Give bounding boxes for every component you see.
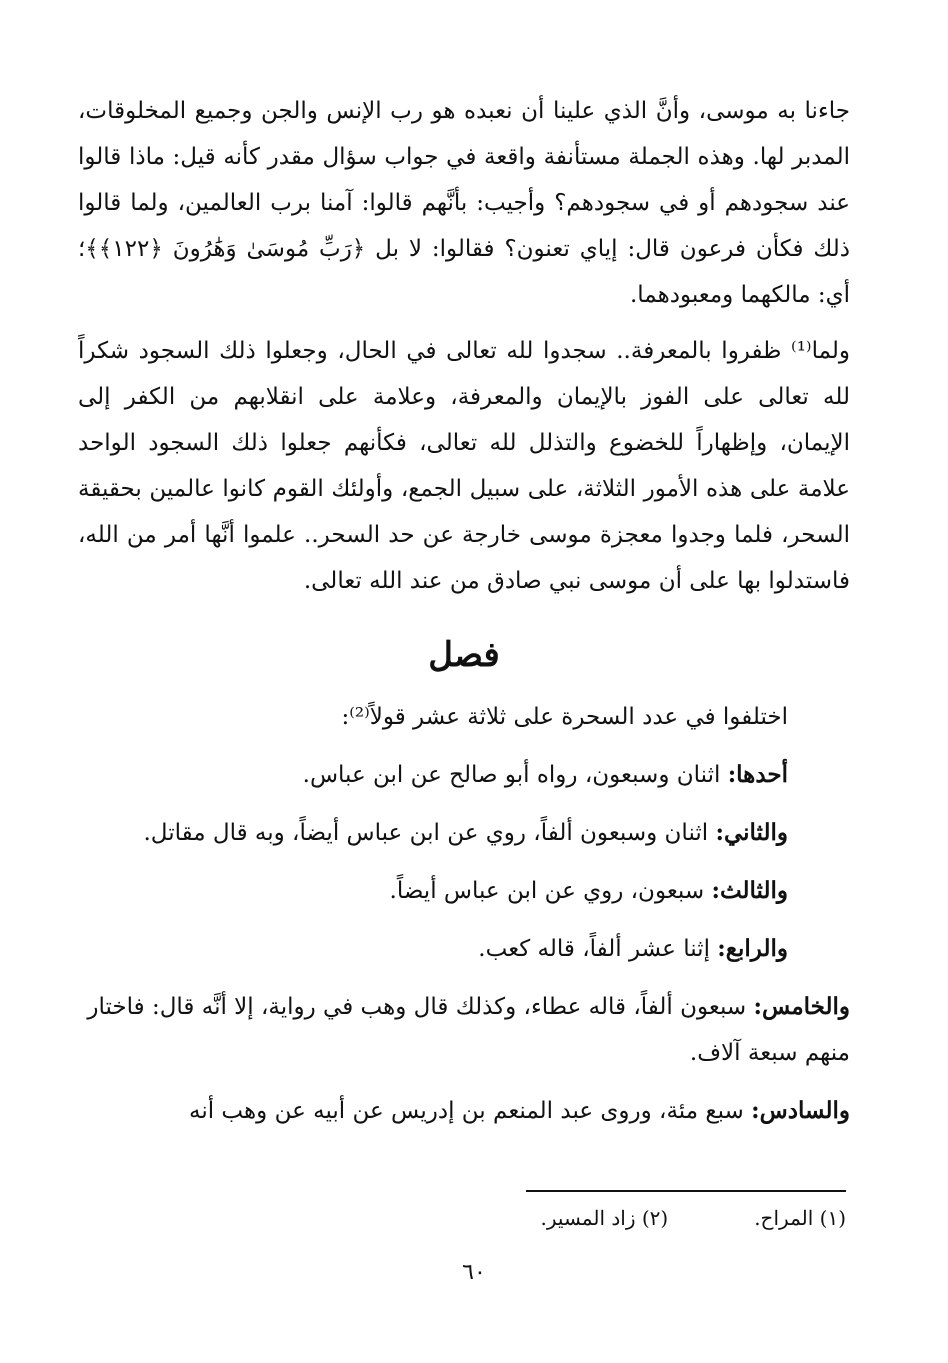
list-item xyxy=(78,752,850,798)
list-item xyxy=(78,1088,850,1134)
item-text: اثنان وسبعون، رواه أبو صالح عن ابن عباس. xyxy=(302,762,728,788)
item-text: إثنا عشر ألفاً، قاله كعب. xyxy=(478,936,718,962)
item-label: والخامس: xyxy=(753,993,850,1020)
paragraph-2: ولما⁽¹⁾ ظفروا بالمعرفة.. سجدوا لله تعالى في الحال، وجعلوا ذلك السجود شكراً لله تعالى على الفوز بالإيمان والمعرفة، وعلامة على انقلابهم من الكفر إلى الإيمان، وإظهاراً للخضوع والتذلل لله تعالى، فكأنهم جعلوا ذلك السجود الواحد علامة على هذه الأمور الثلاثة، على سبيل الجمع، وأولئك القوم كانوا عالمين بحقيقة السحر، فلما وجدوا معجزة موسى خارجة عن حد السحر.. علموا أنَّها أمر من الله، فاستدلوا بها على أن موسى نبي صادق من عند الله تعالى. xyxy=(78,338,850,594)
paragraph-1: جاءنا به موسى، وأنَّ الذي علينا أن نعبده هو رب الإنس والجن وجميع المخلوقات، المدبر لها. وهذه الجملة مستأنفة واقعة في جواب سؤال مقدر كأنه قيل: ماذا قالوا عند سجودهم أو في سجودهم؟ وأجيب: بأنَّهم قالوا: آمنا برب العالمين، ولما قالوا ذلك فكأن فرعون قال: إياي تعنون؟ فقالوا: لا بل ﴿رَبِّ مُوسَىٰ وَهَٰرُونَ ﴿١٢٢﴾﴾؛ أي: مالكهما ومعبودهما. xyxy=(78,98,850,308)
list-item xyxy=(78,810,850,856)
page-body xyxy=(78,88,850,1146)
footnote-2: (٢) زاد المسير. xyxy=(540,1206,669,1230)
item-label: والسادس: xyxy=(751,1097,850,1124)
list-item xyxy=(78,868,850,914)
footnote-1: (١) المراح. xyxy=(754,1206,846,1230)
item-label: والثاني: xyxy=(715,819,788,846)
item-label: والثالث: xyxy=(711,877,788,904)
item-label: والرابع: xyxy=(717,935,788,962)
list-item xyxy=(78,984,850,1076)
section-intro: اختلفوا في عدد السحرة على ثلاثة عشر قولاً⁽²⁾: xyxy=(341,704,788,730)
item-text: سبعون، روي عن ابن عباس أيضاً. xyxy=(389,878,712,904)
item-label: أحدها: xyxy=(727,761,788,788)
page-number: ٦٠ xyxy=(462,1260,486,1285)
item-text: سبعون ألفاً، قاله عطاء، وكذلك قال وهب في رواية، إلا أنَّه قال: فاختار منهم سبعة آلاف. xyxy=(87,994,850,1066)
footnote-divider xyxy=(526,1190,846,1192)
item-text: اثنان وسبعون ألفاً، روي عن ابن عباس أيضاً، وبه قال مقاتل. xyxy=(143,820,716,846)
list-item xyxy=(78,926,850,972)
section-heading: فصل xyxy=(428,635,500,675)
item-text: سبع مئة، وروى عبد المنعم بن إدريس عن أبيه عن وهب أنه xyxy=(189,1098,752,1124)
footnotes xyxy=(541,1206,846,1230)
